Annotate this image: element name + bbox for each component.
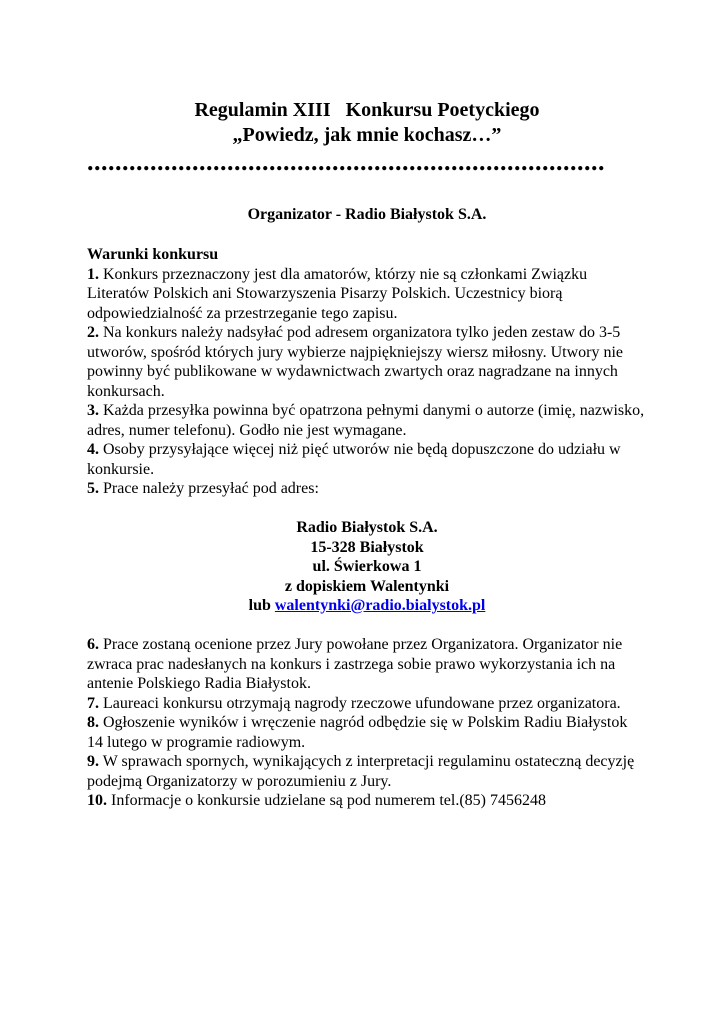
- rule-item: [87, 635, 647, 694]
- rule-number: 8.: [87, 714, 99, 731]
- title-part-a: Regulamin XIII: [194, 99, 331, 121]
- rules-list-part1: [87, 265, 647, 499]
- rule-number: 5.: [87, 480, 99, 497]
- address-line-company: Radio Białystok S.A.: [296, 519, 438, 536]
- rules-list-part2: [87, 635, 647, 811]
- rule-number: 4.: [87, 441, 99, 458]
- rule-item: [87, 479, 647, 499]
- rule-text: Laureaci konkursu otrzymają nagrody rzeczowe ufundowane przez organizatora.: [99, 694, 621, 712]
- rule-item: [87, 440, 647, 479]
- title-part-b: Konkursu Poetyckiego: [345, 99, 540, 121]
- address-line-note: z dopiskiem Walentynki: [284, 577, 450, 595]
- rule-number: 10.: [87, 792, 107, 809]
- rule-text: Informacje o konkursie udzielane są pod numerem tel.(85) 7456248: [107, 792, 546, 809]
- rule-text: Prace należy przesyłać pod adres:: [99, 480, 319, 497]
- email-prefix: lub: [248, 597, 275, 614]
- rule-item: [87, 401, 647, 440]
- rule-number: 2.: [87, 324, 99, 341]
- address-line-postcode: 15-328 Białystok: [310, 538, 424, 556]
- title-subtitle: „Powiedz, jak mnie kochasz…”: [232, 124, 502, 146]
- organizer-line: Organizator - Radio Białystok S.A.: [247, 206, 487, 223]
- rule-text: Osoby przysyłające więcej niż pięć utworów nie będą dopuszczone do udziału w konkursie.: [87, 441, 621, 478]
- rule-item: [87, 694, 647, 714]
- document-title: [87, 98, 647, 148]
- rule-text: Na konkurs należy nadsyłać pod adresem organizatora tylko jeden zestaw do 3-5 utworów, spośród których jury wybierze najpiękniejszy wiersz miłosny. Utwory nie powinny być publikowane w wydawnictwach zwartych oraz nagradzane na innych konkursach.: [87, 324, 624, 400]
- rule-item: [87, 323, 647, 401]
- rule-text: Prace zostaną ocenione przez Jury powołane przez Organizatora. Organizator nie zwraca prac nadesłanych na konkurs i zastrzega sobie prawo wykorzystania ich na antenie Polskiego Radia Białystok.: [87, 636, 623, 692]
- rule-text: Ogłoszenie wyników i wręczenie nagród odbędzie się w Polskim Radiu Białystok 14 lutego w programie radiowym.: [87, 714, 628, 751]
- rule-number: 9.: [87, 753, 99, 770]
- rule-number: 1.: [87, 265, 99, 283]
- rule-text: Każda przesyłka powinna być opatrzona pełnymi danymi o autorze (imię, nazwisko, adres, numer telefonu). Godło nie jest wymagane.: [87, 402, 645, 439]
- rule-item: [87, 265, 647, 324]
- rule-number: 3.: [87, 402, 99, 419]
- rule-item: [87, 752, 647, 791]
- email-link[interactable]: walentynki@radio.bialystok.pl: [274, 597, 486, 614]
- section-heading: Warunki konkursu: [87, 246, 219, 263]
- postal-address: [87, 518, 647, 616]
- dotted-separator: ..........................................................................: [87, 152, 605, 174]
- document-page: [87, 98, 647, 811]
- address-line-email: [87, 596, 647, 616]
- rule-text: Konkurs przeznaczony jest dla amatorów, którzy nie są członkami Związku Literatów Polskich ani Stowarzyszenia Pisarzy Polskich. Uczestnicy biorą odpowiedzialność za przestrzeganie tego zapisu.: [87, 265, 588, 322]
- rule-item: [87, 713, 647, 752]
- address-line-street: ul. Świerkowa 1: [312, 558, 422, 575]
- rule-number: 7.: [87, 694, 99, 712]
- rule-number: 6.: [87, 636, 99, 653]
- rule-item: [87, 791, 647, 811]
- rule-text: W sprawach spornych, wynikających z interpretacji regulaminu ostateczną decyzję podejmą Organizatorzy w porozumieniu z Jury.: [87, 753, 635, 790]
